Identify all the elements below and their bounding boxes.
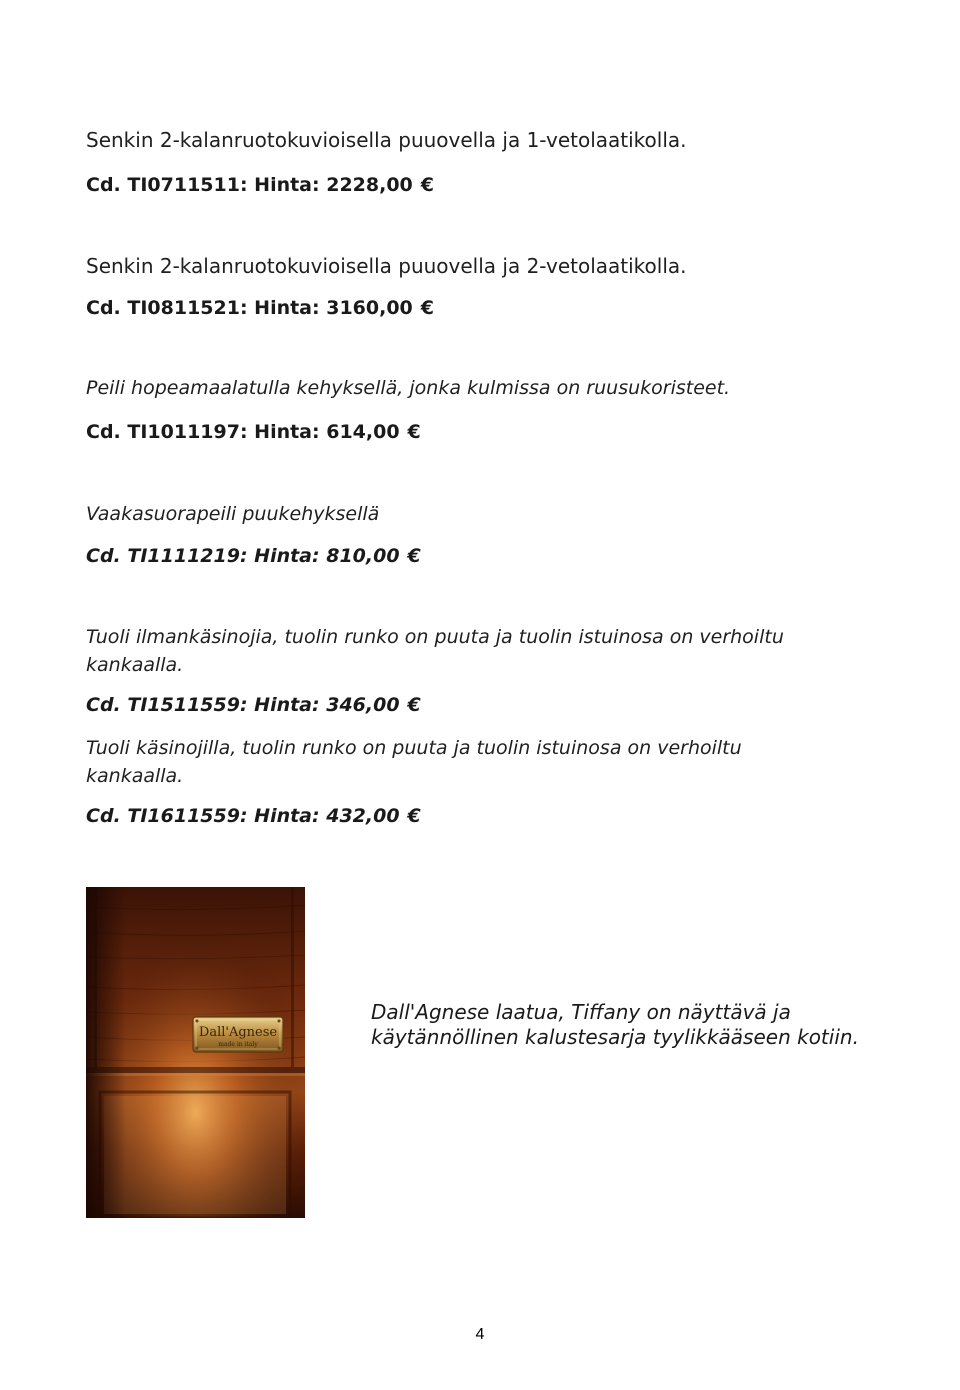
item-6-description-line-1: Tuoli käsinojilla, tuolin runko on puuta ja tuolin istuinosa on verhoiltu: [86, 737, 742, 759]
item-4-price-line: [86, 545, 421, 567]
item-2-description: Senkin 2-kalanruotokuvioisella puuovella ja 2-vetolaatikolla.: [86, 254, 687, 278]
euro-symbol: €: [420, 174, 434, 196]
euro-symbol: €: [407, 421, 421, 443]
item-4-price-text: Cd. TI1111219: Hinta: 810,00: [86, 545, 400, 567]
furniture-photo: [86, 887, 305, 1218]
plaque-brand-text: Dall'Agnese: [198, 1025, 278, 1040]
item-6-description-line-2: kankaalla.: [86, 765, 184, 787]
item-1-price-line: [86, 174, 434, 196]
euro-symbol: €: [407, 805, 421, 827]
caption-line-2: käytännöllinen kalustesarja tyylikkääseen kotiin.: [371, 1025, 859, 1049]
item-5-description-line-2: kankaalla.: [86, 654, 184, 676]
plaque-subtitle-text: made in italy: [218, 1041, 258, 1048]
item-1-price-text: Cd. TI0711511: Hinta: 2228,00: [86, 174, 413, 196]
euro-symbol: €: [407, 694, 421, 716]
item-3-price-line: [86, 421, 421, 443]
item-3-description: Peili hopeamaalatulla kehyksellä, jonka kulmissa on ruusukoristeet.: [86, 377, 731, 399]
item-2-price-text: Cd. TI0811521: Hinta: 3160,00: [86, 297, 413, 319]
item-5-description-line-1: Tuoli ilmankäsinojia, tuolin runko on puuta ja tuolin istuinosa on verhoiltu: [86, 626, 784, 648]
item-1-description: Senkin 2-kalanruotokuvioisella puuovella ja 1-vetolaatikolla.: [86, 128, 687, 152]
euro-symbol: €: [420, 297, 434, 319]
item-6-price-text: Cd. TI1611559: Hinta: 432,00: [86, 805, 400, 827]
item-5-price-line: [86, 694, 421, 716]
item-6-price-line: [86, 805, 421, 827]
item-5-price-text: Cd. TI1511559: Hinta: 346,00: [86, 694, 400, 716]
item-2-price-line: [86, 297, 434, 319]
brand-plaque: [193, 1017, 283, 1052]
item-4-description: Vaakasuorapeili puukehyksellä: [86, 503, 380, 525]
caption-line-1: Dall'Agnese laatua, Tiffany on näyttävä ja: [371, 1000, 791, 1024]
page-number: 4: [475, 1326, 485, 1343]
item-3-price-text: Cd. TI1011197: Hinta: 614,00: [86, 421, 400, 443]
euro-symbol: €: [407, 545, 421, 567]
